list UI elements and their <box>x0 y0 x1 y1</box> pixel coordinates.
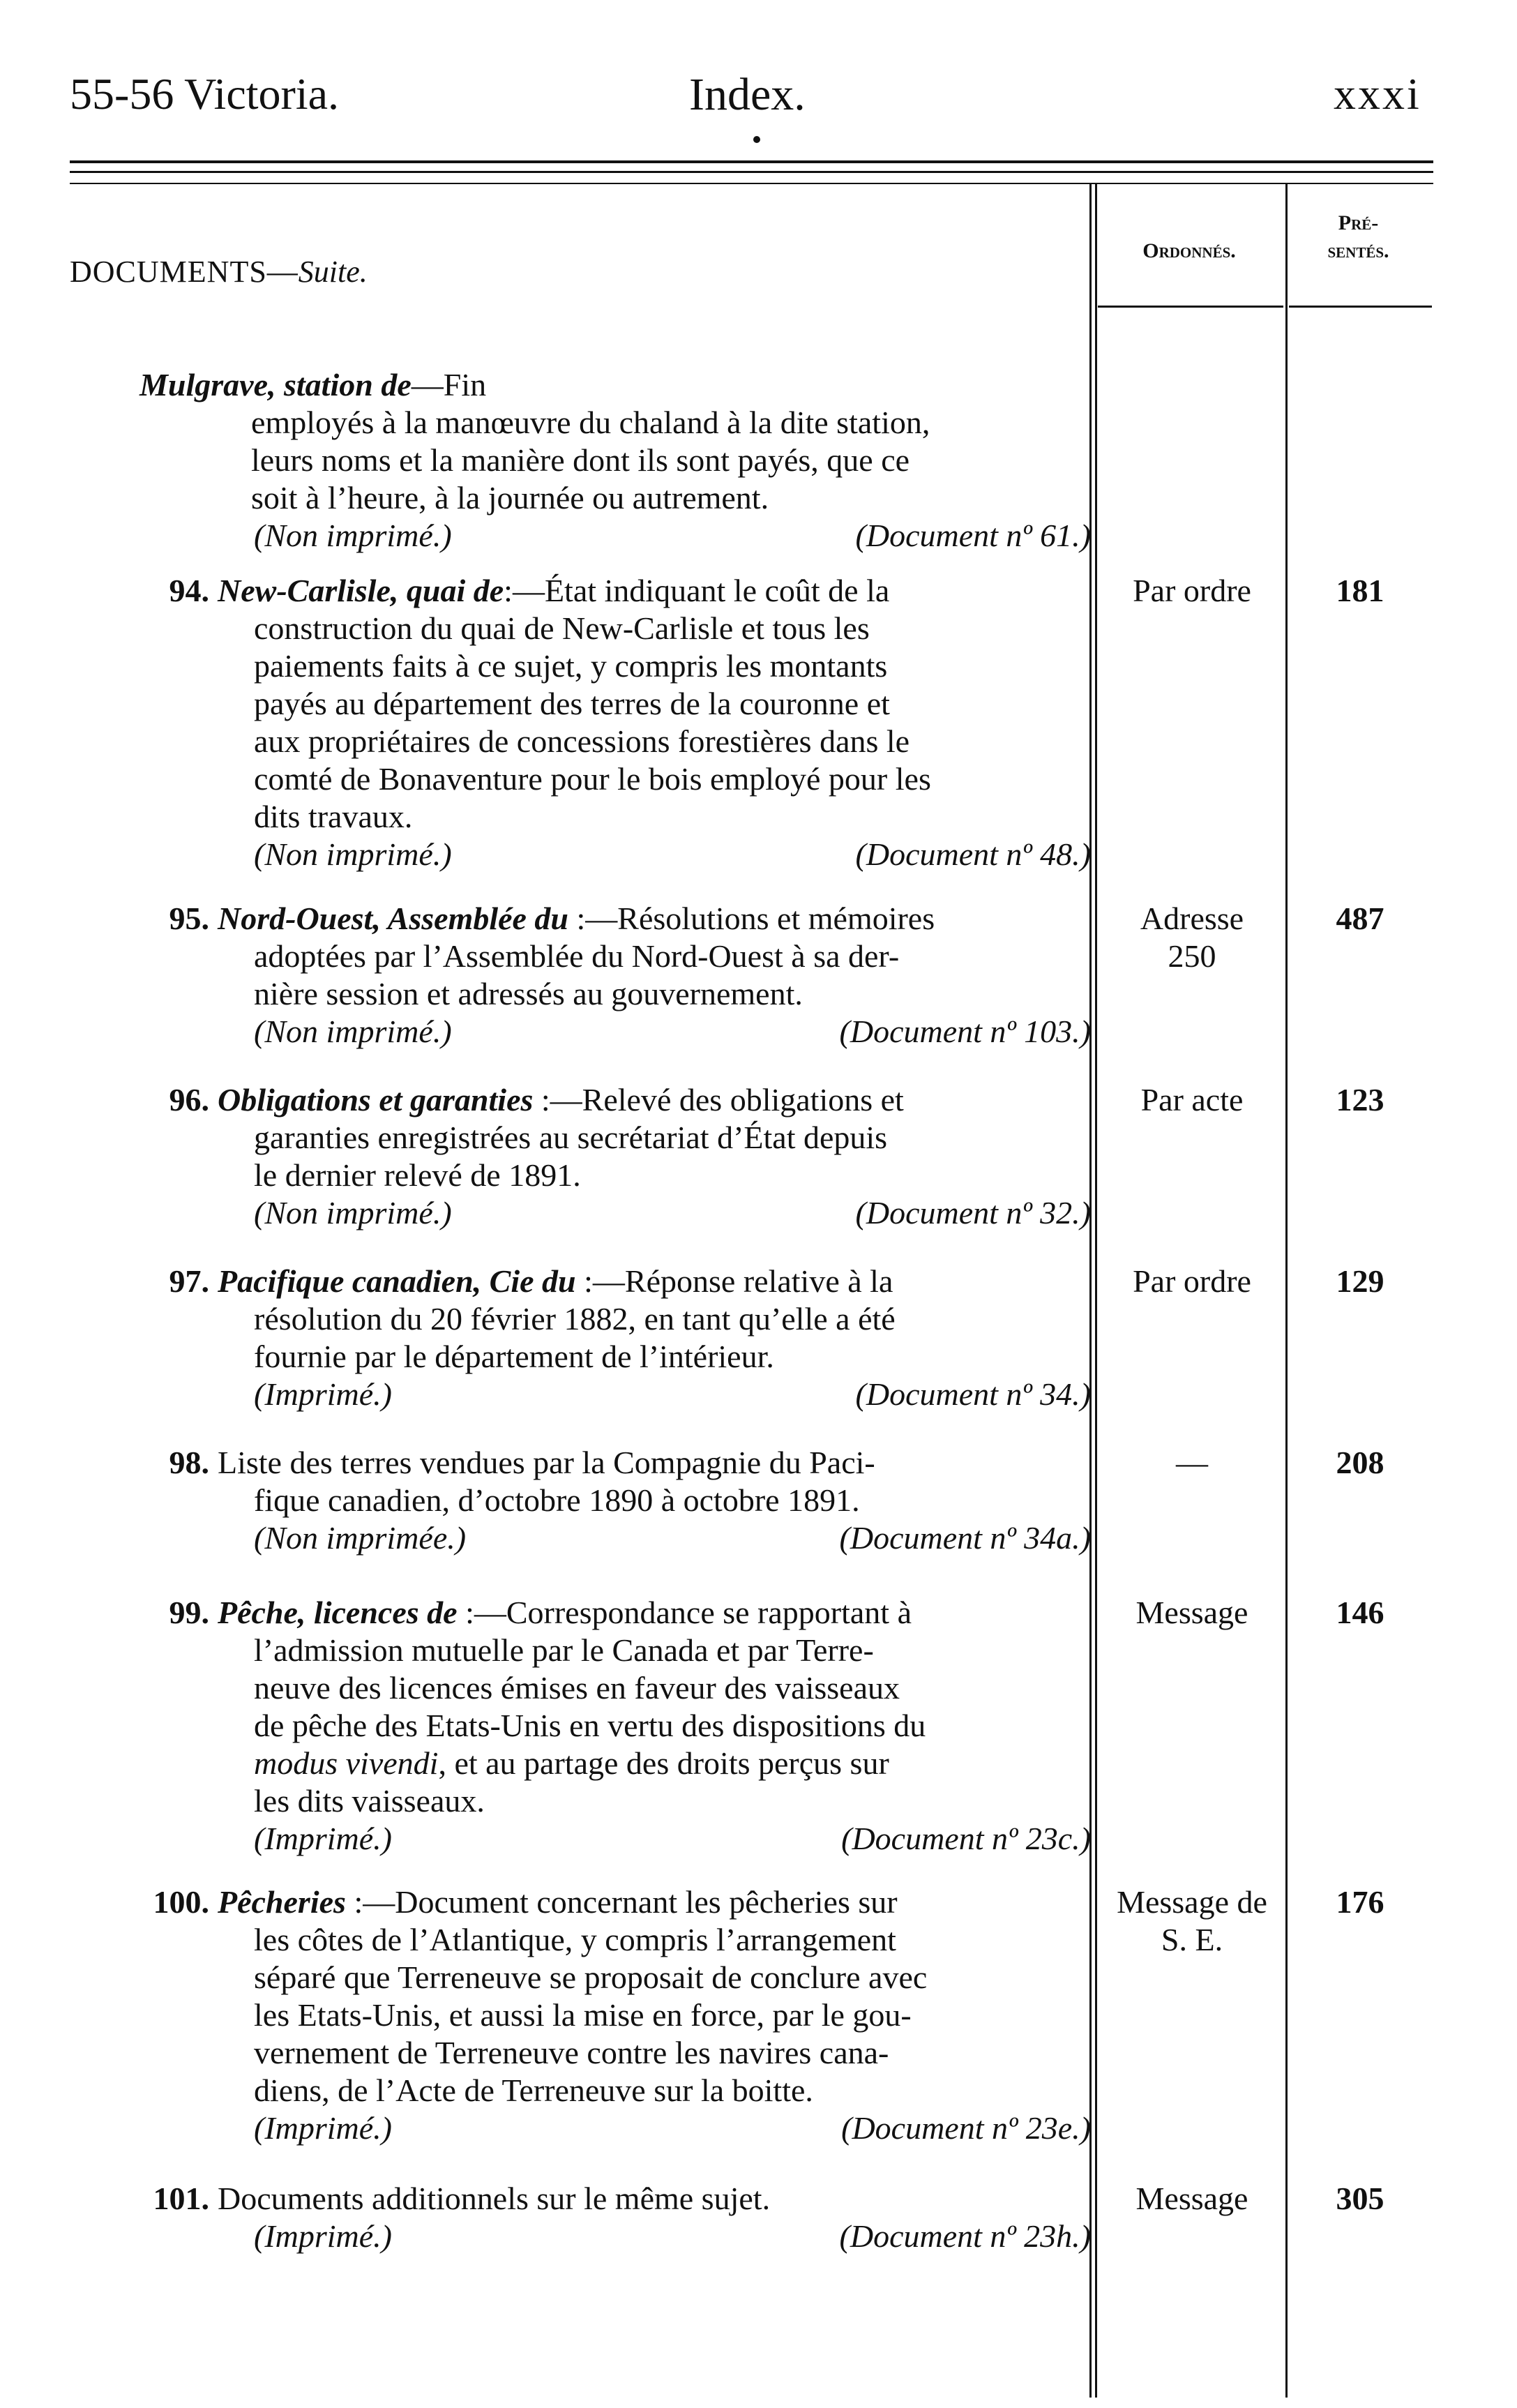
entry-text <box>218 900 1103 1013</box>
entry-text-line: diens, de l’Acte de Terreneuve sur la boitte. <box>254 2072 813 2108</box>
entry-presentes: 487 <box>1336 901 1384 936</box>
entry-reference <box>254 1820 1091 1858</box>
entry-text <box>139 366 1102 517</box>
entry-ordonnes <box>1098 1263 1286 1300</box>
document-number: (Document nº 23e.) <box>841 2110 1091 2146</box>
entry-ordonnes-line: Message <box>1135 2181 1248 2216</box>
entry-text <box>218 1883 1103 2109</box>
entry-number: 96. <box>169 1082 209 1118</box>
entry-number: 95. <box>169 901 209 936</box>
entry-ordonnes-line: Par ordre <box>1133 1263 1251 1299</box>
entry-title: Pêche, licences de <box>218 1595 458 1630</box>
print-status: (Non imprimée.) <box>254 1520 467 1556</box>
column-header-presentes-line1: Pré- <box>1338 211 1379 234</box>
entry-text-line: neuve des licences émises en faveur des vaisseaux <box>254 1670 900 1706</box>
entry-title: New-Carlisle, quai de <box>218 573 504 608</box>
entry-text-line: vernement de Terreneuve contre les navires cana- <box>254 2035 889 2070</box>
document-number: (Document nº 23h.) <box>839 2218 1091 2254</box>
entry-title: Obligations et garanties <box>218 1082 534 1118</box>
entry-text-line: aux propriétaires de concessions forestières dans le <box>254 723 910 759</box>
entry-ordonnes-line: Message de <box>1117 1884 1267 1920</box>
entry-number: 94. <box>169 573 209 608</box>
column-header-presentes-line2: sentés. <box>1327 239 1389 262</box>
entry-text-line: :—Relevé des obligations et <box>533 1082 904 1118</box>
entry-text-line: soit à l’heure, à la journée ou autrement. <box>251 480 769 516</box>
header-title: Index. <box>689 69 806 120</box>
header-rule <box>70 171 1433 173</box>
document-number: (Document nº 61.) <box>855 518 1091 553</box>
entry-text-line: fique canadien, d’octobre 1890 à octobre 1891. <box>254 1482 860 1518</box>
entry-text-line: :—Réponse relative à la <box>575 1263 893 1299</box>
entry-text-line: :—Correspondance se rapportant à <box>457 1595 912 1630</box>
entry-text-line: modus vivendi, et au partage des droits perçus sur <box>254 1745 889 1781</box>
entry-number: 101. <box>153 2181 209 2216</box>
entry-text-line: :—Document concernant les pêcheries sur <box>345 1884 898 1920</box>
entry-text-line: séparé que Terreneuve se proposait de conclure avec <box>254 1959 928 1995</box>
entry-ordonnes <box>1098 572 1286 610</box>
entry-presentes: 146 <box>1336 1595 1384 1630</box>
entry-text-line: construction du quai de New-Carlisle et tous les <box>254 610 870 646</box>
entry-number: 100. <box>153 1884 209 1920</box>
print-status: (Imprimé.) <box>254 1376 392 1412</box>
entry-ordonnes-line: — <box>1176 1445 1208 1480</box>
entry-ordonnes-line: Par acte <box>1140 1082 1244 1118</box>
column-header-rule <box>1098 306 1283 308</box>
entry-ordonnes <box>1098 1444 1286 1482</box>
header-volume: 55-56 Victoria. <box>70 69 339 119</box>
entry-title: Pacifique canadien, Cie du <box>218 1263 576 1299</box>
entry-text-line: comté de Bonaventure pour le bois employé pour les <box>254 761 931 797</box>
document-number: (Document nº 103.) <box>839 1014 1091 1049</box>
entry-text-line: employés à la manœuvre du chaland à la dite station, <box>251 405 930 440</box>
entry-reference <box>254 2218 1091 2255</box>
entry-text-line: fournie par le département de l’intérieur. <box>254 1339 774 1374</box>
print-status: (Non imprimé.) <box>254 1014 452 1049</box>
entry-reference <box>254 2109 1091 2147</box>
entry-text-line: nière session et adressés au gouvernement. <box>254 976 803 1011</box>
header-rule <box>70 183 1433 184</box>
entry-presentes: 208 <box>1336 1445 1384 1480</box>
document-number: (Document nº 34.) <box>855 1376 1091 1412</box>
entry-reference <box>254 836 1091 873</box>
entry-text <box>218 572 1103 836</box>
entry-text-line: les dits vaisseaux. <box>254 1783 485 1819</box>
entry-ordonnes-line: Adresse <box>1140 901 1244 936</box>
entry-text-line: :—Résolutions et mémoires <box>568 901 935 936</box>
entry-reference <box>254 1013 1091 1051</box>
entry-reference <box>254 1519 1091 1557</box>
entry-ordonnes <box>1098 1594 1286 1632</box>
entry-text <box>218 1444 1103 1519</box>
entry-number: 98. <box>169 1445 209 1480</box>
entry-text-line: de pêche des Etats-Unis en vertu des dispositions du <box>254 1708 926 1743</box>
entry-text <box>218 2180 1103 2218</box>
document-number: (Document nº 23c.) <box>841 1821 1091 1856</box>
entry-text-line: Documents additionnels sur le même sujet. <box>218 2181 771 2216</box>
section-title <box>70 254 368 289</box>
section-title-text: DOCUMENTS— <box>70 255 299 289</box>
entry-presentes: 305 <box>1336 2181 1384 2216</box>
document-number: (Document nº 34a.) <box>839 1520 1091 1556</box>
header-rule <box>70 160 1433 163</box>
entry-text <box>218 1263 1103 1376</box>
entry-text-line: l’admission mutuelle par le Canada et par Terre- <box>254 1632 874 1668</box>
print-status: (Non imprimé.) <box>254 518 452 553</box>
entry-text <box>218 1081 1103 1194</box>
document-number: (Document nº 48.) <box>855 836 1091 872</box>
entry-text-line: dits travaux. <box>254 799 413 834</box>
entry-text-line: paiements faits à ce sujet, y compris les montants <box>254 648 888 684</box>
entry-text-line: payés au département des terres de la couronne et <box>254 686 890 721</box>
entry-ordonnes <box>1098 1081 1286 1119</box>
entry-reference <box>254 1376 1091 1413</box>
entry-text-line: résolution du 20 février 1882, en tant qu’elle a été <box>254 1301 896 1337</box>
entry-ordonnes-line: 250 <box>1168 938 1216 974</box>
entry-ordonnes <box>1098 1883 1286 1959</box>
section-title-suffix: Suite. <box>298 255 368 289</box>
column-header-ordonnes: Ordonnés. <box>1142 239 1236 262</box>
entry-title: Pêcheries <box>218 1884 346 1920</box>
entry-ordonnes-line: Message <box>1135 1595 1248 1630</box>
entry-text-line: leurs noms et la manière dont ils sont payés, que ce <box>251 442 910 478</box>
header-dot-mark <box>753 136 760 143</box>
entry-text-line: Liste des terres vendues par la Compagnie du Paci- <box>218 1445 875 1480</box>
entry-ordonnes <box>1098 2180 1286 2218</box>
document-number: (Document nº 32.) <box>855 1195 1091 1231</box>
entry-reference <box>254 517 1091 555</box>
entry-text-line: le dernier relevé de 1891. <box>254 1157 581 1193</box>
print-status: (Imprimé.) <box>254 2218 392 2254</box>
entry-ordonnes-line: Par ordre <box>1133 573 1251 608</box>
entry-text <box>218 1594 1103 1820</box>
entry-text-line: :—État indiquant le coût de la <box>504 573 890 608</box>
entry-ordonnes-line: S. E. <box>1161 1922 1223 1957</box>
header-page-number: xxxi <box>1334 69 1421 119</box>
entry-text-line: garanties enregistrées au secrétariat d’État depuis <box>254 1120 888 1155</box>
print-status: (Non imprimé.) <box>254 1195 452 1231</box>
entry-presentes: 129 <box>1336 1263 1384 1299</box>
print-status: (Non imprimé.) <box>254 836 452 872</box>
entry-presentes: 123 <box>1336 1082 1384 1118</box>
column-header-presentes <box>1287 209 1430 265</box>
entry-text-line: les Etats-Unis, et aussi la mise en force, par le gou- <box>254 1997 912 2033</box>
entry-text-line: adoptées par l’Assemblée du Nord-Ouest à sa der- <box>254 938 900 974</box>
entry-presentes: 176 <box>1336 1884 1384 1920</box>
page-header <box>0 0 1517 133</box>
entry-text-line: les côtes de l’Atlantique, y compris l’arrangement <box>254 1922 896 1957</box>
entry-presentes: 181 <box>1336 573 1384 608</box>
print-status: (Imprimé.) <box>254 2110 392 2146</box>
entry-text-line: —Fin <box>411 367 487 402</box>
entry-title: Nord-Ouest, Assemblée du <box>218 901 569 936</box>
entry-number: 99. <box>169 1595 209 1630</box>
print-status: (Imprimé.) <box>254 1821 392 1856</box>
entry-reference <box>254 1194 1091 1232</box>
entry-ordonnes <box>1098 900 1286 975</box>
entry-title: Mulgrave, station de <box>139 367 412 402</box>
entry-number: 97. <box>169 1263 209 1299</box>
column-header-rule <box>1289 306 1432 308</box>
